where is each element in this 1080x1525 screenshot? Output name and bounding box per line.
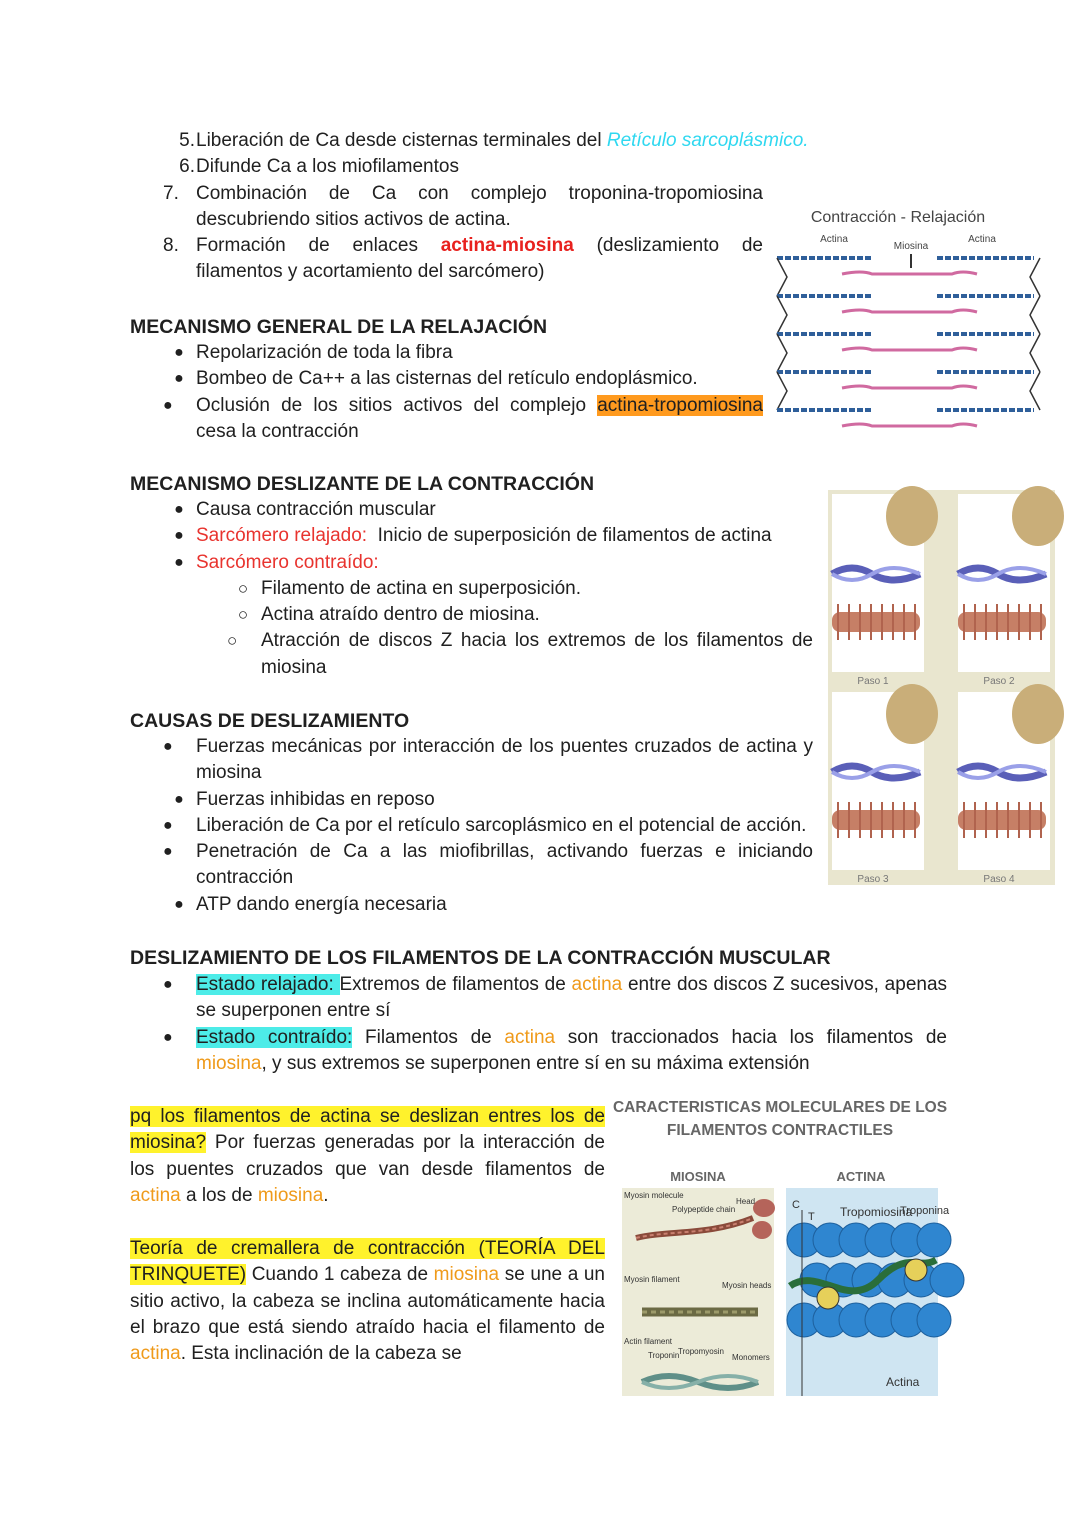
bullet-icon: ● — [163, 396, 173, 414]
label-c: C — [792, 1199, 800, 1211]
list-item — [163, 787, 813, 813]
teoria-title-highlight: Teoría de cremallera de contracción (TEORÍA DEL TRINQUETE) — [130, 1238, 605, 1286]
estado-relajado-highlight: Estado relajado: — [196, 974, 340, 995]
list-item — [163, 839, 813, 892]
fig1-title: Contracción - Relajación — [810, 209, 986, 226]
causas-list — [163, 734, 813, 918]
miosina-word: miosina — [257, 1184, 324, 1206]
head-label: Head — [736, 1197, 756, 1206]
sarcomero-relajado-label: Sarcómero relajado: — [196, 525, 368, 547]
fig1-label-actina-left: Actina — [820, 234, 848, 245]
teoria-end: . Esta inclinación de la cabeza se — [180, 1343, 462, 1365]
tropomiosina-label: Tropomiosina — [840, 1205, 913, 1219]
paso-1-label: Paso 1 — [857, 676, 889, 687]
miosina-word: miosina — [433, 1264, 500, 1286]
fig3-miosina-label: MIOSINA — [670, 1169, 726, 1184]
sarcomero-contraido-label: Sarcómero contraído: — [196, 551, 379, 573]
step-text: Formación de enlaces — [196, 235, 441, 257]
label-t: T — [808, 1211, 815, 1223]
step-6 — [163, 154, 763, 180]
heading-deslizante: MECANISMO DESLIZANTE DE LA CONTRACCIÓN — [130, 473, 595, 495]
actina-word: actina — [504, 1026, 556, 1048]
step-8 — [163, 233, 763, 286]
pq-end: . — [323, 1184, 329, 1206]
pq-question-highlight: pq los filamentos de actina se deslizan entres los de miosina? — [130, 1106, 605, 1154]
filamentos-list — [163, 972, 947, 1077]
actina-bottom-label: Actina — [886, 1375, 920, 1389]
actin-monomer — [930, 1263, 964, 1297]
teoria-paragraph — [130, 1236, 605, 1367]
list-item — [163, 497, 813, 523]
bullet-icon: ● — [163, 976, 173, 993]
pasos-figure — [828, 490, 1055, 885]
list-item — [163, 972, 947, 1025]
list-item — [163, 366, 763, 392]
fig3-title-1: CARACTERISTICAS MOLECULARES DE LOS — [612, 1099, 948, 1116]
troponin-label: Troponin — [648, 1351, 680, 1360]
step-number: 8. — [163, 235, 179, 257]
actina-miosina-bold: actina-miosina — [440, 235, 574, 257]
monomers-label: Monomers — [732, 1353, 770, 1362]
step-5 — [163, 128, 916, 154]
bullet-icon: ● — [174, 370, 184, 388]
pq-answer: Por fuerzas generadas por la interacción de los puentes cruzados que van desde filamentos de — [130, 1132, 605, 1180]
item-text-rest: , y sus extremos se superponen entre sí en su máxima extensión — [261, 1052, 810, 1074]
heading-relajacion: MECANISMO GENERAL DE LA RELAJACIÓN — [130, 316, 548, 338]
fig1-label-miosina: Miosina — [893, 241, 929, 252]
actina-word: actina — [130, 1343, 181, 1365]
actina-word: actina — [571, 974, 623, 995]
paso-2-label: Paso 2 — [983, 676, 1015, 687]
estado-contraido-highlight: Estado contraído: — [196, 1026, 353, 1048]
paso-3-label: Paso 3 — [857, 874, 889, 885]
myosin-molecule-label: Myosin molecule — [624, 1191, 684, 1200]
item-text: Repolarización de toda la fibra — [196, 342, 453, 363]
calcium-blob — [1012, 486, 1064, 546]
item-text: Filamentos de — [352, 1026, 505, 1048]
bullet-icon: ● — [163, 738, 173, 755]
myosin-thick-filament — [832, 612, 920, 632]
caracteristicas-figure — [612, 1090, 950, 1398]
step-7 — [163, 181, 763, 234]
item-text: ATP dando energía necesaria — [196, 893, 447, 915]
item-text: Fuerzas mecánicas por interacción de los puentes cruzados de actina y miosina — [196, 736, 813, 784]
actin-monomer — [917, 1223, 951, 1257]
contraccion-relajacion-figure — [772, 200, 1044, 428]
list-item — [163, 393, 763, 446]
step-text: Combinación de Ca con complejo troponina-tropomiosina descubriendo sitios activos de actina. — [196, 182, 763, 230]
miosina-word: miosina — [196, 1052, 262, 1074]
calcium-blob — [886, 486, 938, 546]
fig1-label-actina-right: Actina — [968, 234, 996, 245]
list-item — [163, 734, 813, 787]
list-item — [163, 813, 813, 839]
item-text: Inicio de superposición de filamentos de actina — [367, 525, 772, 547]
teoria-text: se une a un sitio activo, la cabeza se inclina automáticamente hacia el brazo que está siendo atraído hacia el filamento de — [130, 1264, 605, 1338]
list-item — [163, 1025, 947, 1078]
teoria-text: Cuando 1 cabeza de — [246, 1264, 434, 1286]
bullet-icon: ● — [174, 553, 184, 571]
step-number: 7. — [163, 182, 179, 204]
myosin-filament-label: Myosin filament — [624, 1275, 680, 1284]
heading-causas: CAUSAS DE DESLIZAMIENTO — [130, 710, 410, 732]
pq-text: a los de — [180, 1184, 258, 1206]
paso-4-label: Paso 4 — [983, 874, 1015, 885]
item-text: Atracción de discos Z hacia los extremos de los filamentos de miosina — [261, 630, 813, 678]
step-text: Liberación de Ca desde cisternas terminales del — [196, 130, 607, 151]
myosin-thick-filament — [958, 810, 1046, 830]
circle-bullet-icon: ○ — [237, 605, 249, 625]
item-text-rest: entre dos discos Z sucesivos, apenas se superponen entre sí — [196, 974, 948, 1022]
item-text-rest: cesa la contracción — [196, 420, 359, 442]
tropomyosin-label: Tropomyosin — [678, 1347, 724, 1356]
step-number: 5. — [179, 130, 195, 151]
relajacion-list — [163, 340, 763, 445]
bullet-icon: ● — [174, 527, 184, 545]
sub-item — [163, 602, 813, 628]
actin-monomer — [917, 1303, 951, 1337]
steps-list — [163, 128, 809, 286]
bullet-icon: ● — [174, 344, 184, 361]
bullet-icon: ● — [163, 1028, 173, 1046]
calcium-blob — [1012, 684, 1064, 744]
calcium-blob — [886, 684, 938, 744]
fig3-title-2: FILAMENTOS CONTRACTILES — [666, 1122, 894, 1139]
step-number: 6. — [179, 156, 195, 178]
bullet-icon: ● — [163, 843, 173, 861]
deslizante-list — [163, 497, 813, 681]
bullet-icon: ● — [174, 501, 184, 518]
item-text: Liberación de Ca por el retículo sarcoplásmico en el potencial de acción. — [196, 814, 807, 836]
actina-word: actina — [130, 1184, 181, 1206]
polypeptide-label: Polypeptide chain — [672, 1205, 736, 1214]
item-text: Filamento de actina en superposición. — [261, 577, 582, 599]
fig3-actina-label: ACTINA — [836, 1169, 886, 1184]
highlight-actina-tropomiosina: actina-tropomiosina — [597, 394, 763, 416]
reticulo-link: Retículo sarcoplásmico. — [606, 130, 809, 151]
sub-item — [163, 628, 813, 681]
pq-paragraph — [130, 1104, 605, 1209]
myosin-thick-filament — [832, 810, 920, 830]
list-item — [163, 892, 813, 918]
item-text: Actina atraído dentro de miosina. — [261, 604, 540, 626]
step-text-rest: (deslizamiento de filamentos y acortamiento del sarcómero) — [196, 235, 763, 283]
heading-filamentos: DESLIZAMIENTO DE LOS FILAMENTOS DE LA CONTRACCIÓN MUSCULAR — [130, 947, 831, 969]
item-text: Fuerzas inhibidas en reposo — [196, 788, 435, 810]
myosin-thick-filament — [958, 612, 1046, 632]
list-item — [163, 523, 813, 549]
bullet-icon: ● — [174, 895, 184, 913]
step-text: Difunde Ca a los miofilamentos — [196, 156, 459, 178]
item-text: Bombeo de Ca++ a las cisternas del retículo endoplásmico. — [196, 368, 698, 390]
item-text: Oclusión de los sitios activos del complejo — [196, 394, 598, 416]
circle-bullet-icon: ○ — [227, 631, 238, 651]
item-text: son traccionados hacia los filamentos de — [555, 1026, 947, 1048]
list-item — [163, 340, 763, 366]
item-text: Extremos de filamentos de — [339, 974, 572, 995]
item-text: Causa contracción muscular — [196, 499, 436, 520]
circle-bullet-icon: ○ — [237, 578, 249, 598]
troponina-label: Troponina — [900, 1205, 950, 1217]
actin-filament-label: Actin filament — [624, 1337, 673, 1346]
bullet-icon: ● — [174, 790, 184, 808]
list-item — [163, 550, 813, 576]
item-text: Penetración de Ca a las miofibrillas, activando fuerzas e iniciando contracción — [196, 841, 813, 889]
myosin-heads-label: Myosin heads — [722, 1281, 772, 1290]
sub-item — [163, 576, 813, 602]
bullet-icon: ● — [163, 816, 173, 834]
